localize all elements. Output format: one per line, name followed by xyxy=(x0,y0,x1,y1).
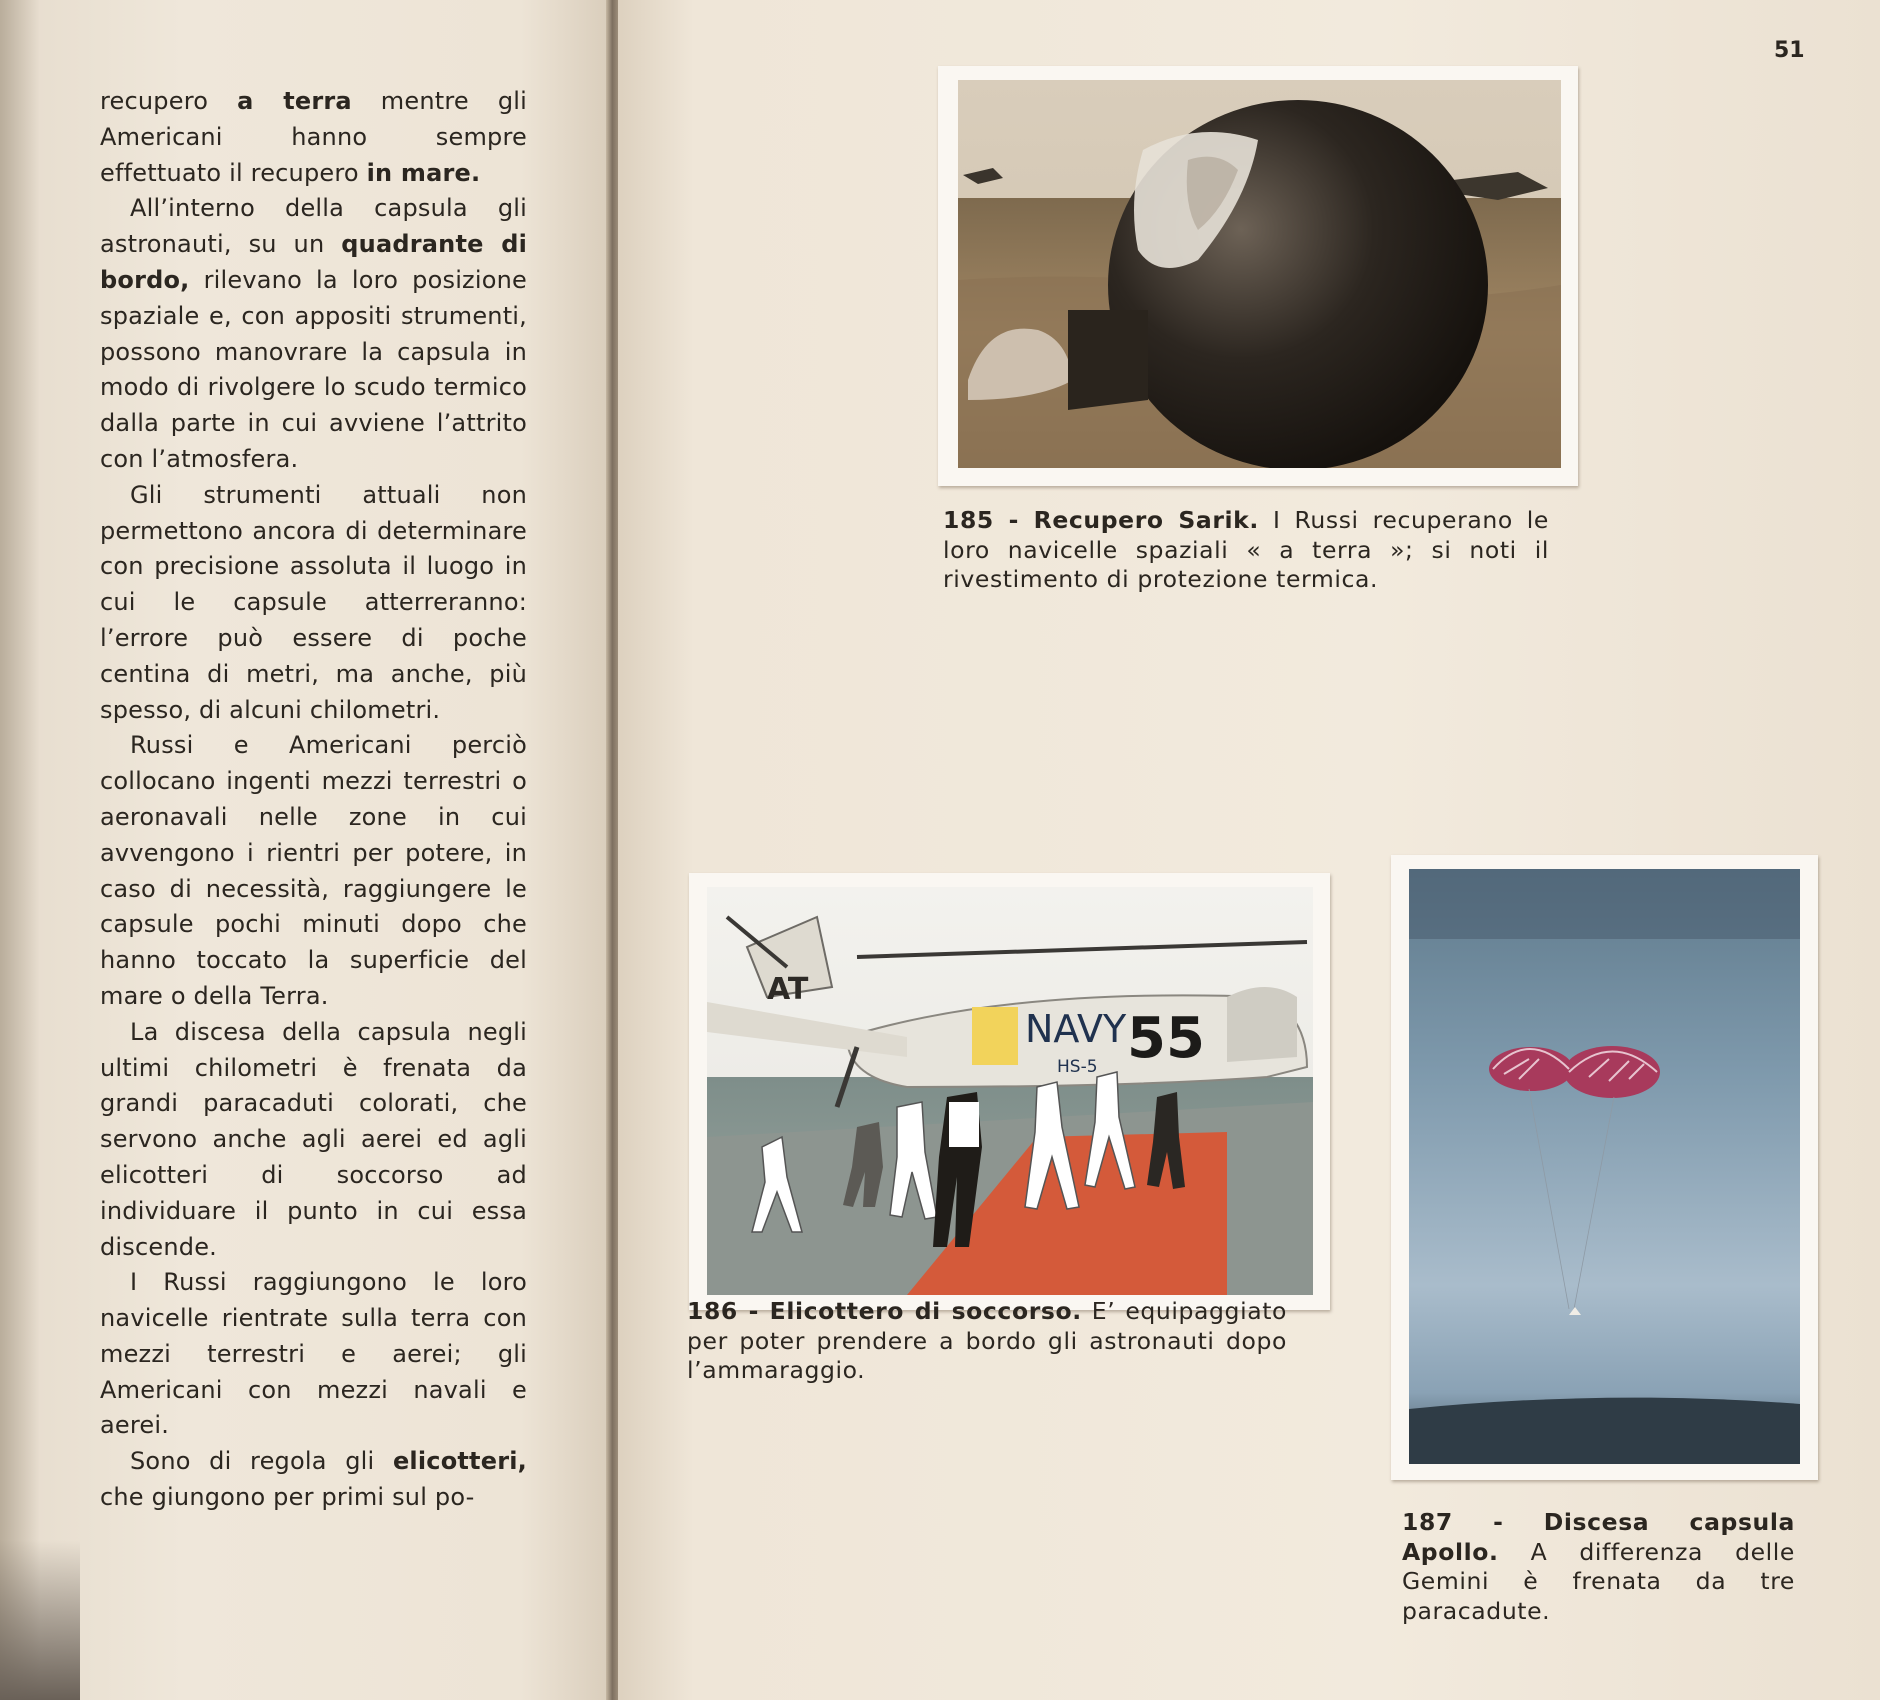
paragraph xyxy=(100,191,527,477)
caption-186 xyxy=(687,1297,1287,1386)
photo-186-frame xyxy=(689,873,1330,1310)
paragraph-text: che giungono per primi sul po- xyxy=(100,1483,475,1512)
parachute-photo-image xyxy=(1409,869,1800,1464)
caption-185-title: 185 - Recupero Sarik. xyxy=(943,506,1259,534)
bold-term: elicotteri, xyxy=(392,1447,527,1476)
caption-185 xyxy=(943,506,1549,595)
left-page xyxy=(0,0,612,1700)
paragraph xyxy=(100,84,527,191)
paragraph-text: I Russi raggiungono le loro navicelle rientrate sulla terra con mezzi terrestri e aerei; gli Americani con mezzi navali e aerei. xyxy=(100,1268,527,1440)
paragraph xyxy=(100,1265,527,1444)
paragraph-text: rilevano la loro posizione spaziale e, con appositi strumenti, possono manovrare la capsula in modo di rivolgere lo scudo termico dalla parte in cui avviene l’attrito con l’atmosfera. xyxy=(100,265,527,473)
paragraph-text: mentre gli Americani hanno sempre effettuato il recupero xyxy=(100,87,528,187)
helicopter-squadron-marking: HS-5 xyxy=(1057,1057,1098,1077)
caption-187-text: A differenza delle Gemini è frenata da tre paracadute. xyxy=(1402,1537,1795,1625)
paragraph-text: recupero xyxy=(100,87,238,115)
paragraph xyxy=(100,728,527,1014)
caption-186-title: 186 - Elicottero di soccorso. xyxy=(687,1297,1082,1325)
caption-187 xyxy=(1402,1508,1795,1626)
paragraph-text: Russi e Americani perciò collocano ingenti mezzi terrestri o aeronavali nelle zone in cui avvengono i rientri per potere, in caso di necessità, raggiungere le capsule pochi minuti dopo che hanno toccato la superficie del mare o della Terra. xyxy=(100,731,527,1010)
photo-187-frame xyxy=(1391,855,1818,1480)
photo-185-capsule xyxy=(958,80,1561,468)
caption-187-title: 187 - Discesa capsula Apollo. xyxy=(1402,1508,1795,1566)
paragraph xyxy=(100,1444,527,1516)
helicopter-photo-image xyxy=(707,887,1313,1295)
paragraph-text: Gli strumenti attuali non permettono ancora di determinare con precisione assoluta il luogo in cui le capsule atterreranno: l’errore può essere di poche centina di metri, ma anche, più spesso, di alcuni chilometri. xyxy=(100,480,527,724)
photo-185-frame xyxy=(938,66,1578,486)
bold-term: a terra xyxy=(237,87,352,115)
body-text xyxy=(100,84,527,1516)
paragraph xyxy=(100,478,527,729)
paragraph-text: Sono di regola gli xyxy=(130,1447,393,1476)
bold-term: in mare. xyxy=(366,158,481,187)
bold-term: quadrante di bordo, xyxy=(100,230,528,294)
caption-185-text: I Russi recuperano le loro navicelle spaziali « a terra »; si noti il rivestimento di protezione termica. xyxy=(943,506,1549,593)
photo-186-helicopter xyxy=(707,887,1313,1295)
paragraph xyxy=(100,1015,527,1266)
photo-187-parachutes xyxy=(1409,869,1800,1464)
page-number: 51 xyxy=(1774,38,1805,63)
helicopter-number-marking: 55 xyxy=(1127,1006,1205,1071)
helicopter-navy-marking: NAVY xyxy=(1025,1007,1127,1051)
caption-186-text: E’ equipaggiato per poter prendere a bordo gli astronauti dopo l’ammaraggio. xyxy=(687,1297,1287,1384)
paragraph-text: All’interno della capsula gli astronauti, su un xyxy=(100,194,527,259)
capsule-photo-image xyxy=(958,80,1561,468)
paragraph-text: La discesa della capsula negli ultimi chilometri è frenata da grandi paracaduti colorati, che servono anche agli aerei ed agli elicotteri di soccorso ad individuare il punto in cui essa discende. xyxy=(100,1017,527,1261)
helicopter-code: AT xyxy=(767,972,809,1007)
